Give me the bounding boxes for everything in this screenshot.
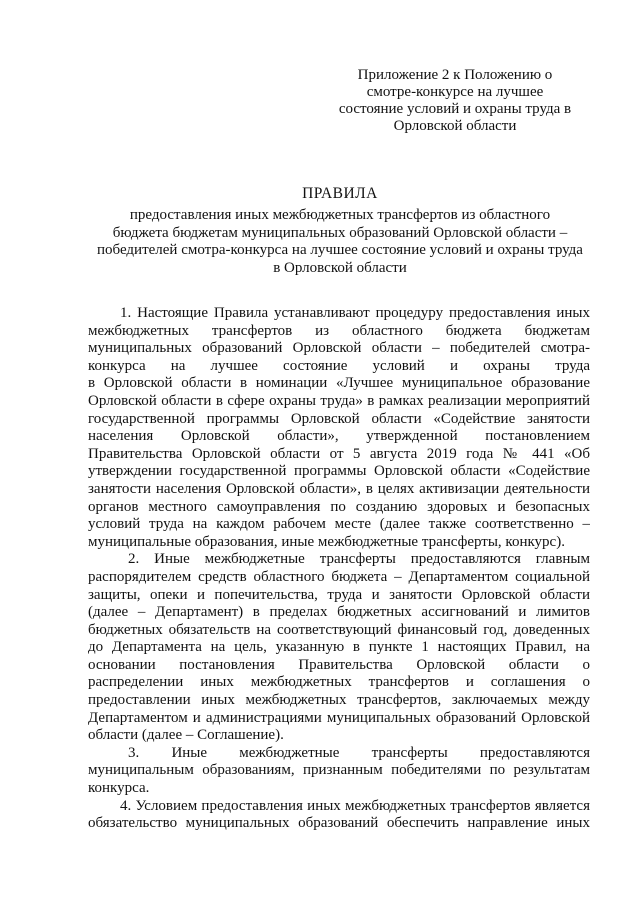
appendix-line: смотре-конкурсе на лучшее (366, 84, 544, 100)
document-title: ПРАВИЛА (302, 185, 378, 202)
text-line: условий труда на каждом рабочем месте (далее также соответственно – (88, 516, 590, 533)
text-line: межбюджетных трансфертов из областного бюджета бюджетам (88, 322, 590, 339)
document-body (88, 305, 590, 833)
paragraph-4 (88, 798, 590, 833)
text-line: 2. Иные межбюджетные трансферты предоставляются главным (128, 551, 590, 568)
document-subtitle (90, 207, 590, 277)
text-line: распределении иных межбюджетных трансфертов и соглашения о (88, 674, 590, 691)
text-line: (далее – Департамент) в пределах бюджетных ассигнований и лимитов (88, 604, 590, 621)
appendix-line: Приложение 2 к Положению о (357, 67, 553, 83)
paragraph-2 (88, 551, 590, 745)
text-line: защиты, опеки и попечительства, труда и занятости Орловской области (88, 586, 590, 603)
text-line: основании постановления Правительства Орловской области о (88, 656, 590, 673)
text-line: муниципальных образований Орловской области – победителей смотра- (88, 340, 590, 357)
text-line: 1. Настоящие Правила устанавливают процедуру предоставления иных (120, 305, 590, 321)
text-line: области (далее – Соглашение). (88, 727, 284, 744)
text-line: 4. Условием предоставления иных межбюджетных трансфертов является (120, 797, 590, 814)
text-line: Департаментом и администрациями муниципальных образований Орловской (88, 709, 590, 726)
text-line: муниципальные образования, иные межбюджетные трансферты, конкурс). (88, 533, 565, 550)
text-line: распорядителем средств областного бюджета – Департаментом социальной (88, 568, 590, 585)
subtitle-line: в Орловской области (273, 259, 407, 276)
paragraph-3 (88, 745, 590, 798)
subtitle-line: бюджета бюджетам муниципальных образований Орловской области – (112, 224, 568, 241)
text-line: населения Орловской области», утвержденной постановлением (88, 428, 590, 445)
text-line: до Департамента на цель, указанную в пункте 1 настоящих Правил, на (88, 639, 590, 656)
text-line: предоставлении иных межбюджетных трансфертов, заключаемых между (88, 692, 590, 709)
text-line: конкурса. (88, 780, 150, 797)
text-line: Орловской области в сфере охраны труда» в рамках реализации мероприятий (88, 392, 590, 409)
text-line: муниципальным образованиям, признанным победителями по результатам (88, 762, 590, 779)
text-line: государственной программы Орловской области «Содействие занятости (88, 410, 590, 427)
text-line: 3. Иные межбюджетные трансферты предоставляются (128, 744, 590, 761)
text-line: органов местного самоуправления по созданию здоровых и безопасных (88, 498, 590, 515)
paragraph-1 (88, 305, 590, 551)
text-line: конкурса на лучшее состояние условий и охраны труда (88, 357, 590, 374)
text-line: занятости населения Орловской области», в целях активизации деятельности (88, 480, 590, 497)
text-line: Правительства Орловской области от 5 августа 2019 года № 441 «Об (88, 445, 590, 462)
subtitle-line: победителей смотра-конкурса на лучшее состояние условий и охраны труда (97, 242, 583, 259)
appendix-line: Орловской области (393, 118, 517, 134)
appendix-note (330, 67, 580, 135)
text-line: в Орловской области в номинации «Лучшее муниципальное образование (88, 375, 590, 392)
subtitle-line: предоставления иных межбюджетных трансфертов из областного (129, 207, 551, 223)
text-line: утверждении государственной программы Орловской области «Содействие (88, 463, 590, 480)
text-line: бюджетных обязательств на соответствующий финансовый год, доведенных (88, 621, 590, 638)
text-line: обязательство муниципальных образований обеспечить направление иных (88, 815, 590, 832)
appendix-line: состояние условий и охраны труда в (338, 101, 572, 117)
